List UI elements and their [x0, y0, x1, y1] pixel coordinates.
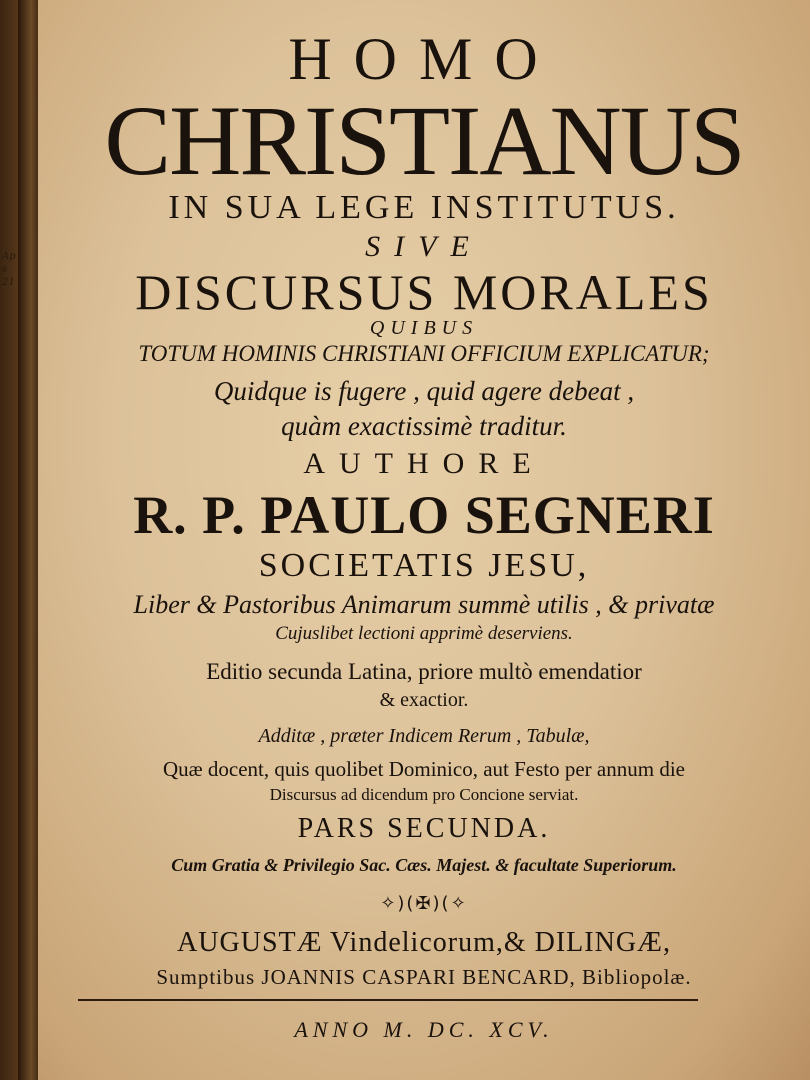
title-in-sua-lege: IN SUA LEGE INSTITUTUS.	[168, 189, 680, 226]
facing-page-edge	[18, 0, 40, 1080]
imprint-year: ANNO M. DC. XCV.	[294, 1017, 554, 1042]
title-quam-exactissime: quàm exactissimè traditur.	[281, 411, 567, 441]
author-society: SOCIETATIS JESU,	[258, 547, 590, 584]
description-cujuslibet: Cujuslibet lectioni apprimè deserviens.	[275, 623, 573, 644]
printer-ornament: ✧)(✠)(✧	[380, 893, 468, 914]
facing-page-margin-note: Ap s 21	[2, 251, 16, 288]
imprint-rule	[78, 999, 698, 1001]
imprint-publisher: Sumptibus JOANNIS CASPARI BENCARD, Bibliopolæ.	[156, 965, 692, 989]
description-additae: Additæ , præter Indicem Rerum , Tabulæ,	[258, 725, 590, 747]
title-sive: SIVE	[365, 230, 483, 263]
title-page	[38, 0, 810, 1080]
description-exactior: & exactior.	[379, 689, 469, 711]
description-liber: Liber & Pastoribus Animarum summè utilis , & privatæ	[133, 590, 715, 619]
title-homo: HOMO	[288, 26, 560, 92]
privilege-line: Cum Gratia & Privilegio Sac. Cæs. Majest. & facultate Superiorum.	[171, 855, 677, 875]
description-discursus: Discursus ad dicendum pro Concione serviat.	[269, 785, 579, 804]
part-label: PARS SECUNDA.	[297, 813, 551, 844]
description-quae-docent: Quæ docent, quis quolibet Dominico, aut Festo per annum die	[162, 757, 685, 781]
title-quibus: QUIBUS	[369, 317, 479, 339]
title-totum-hominis: TOTUM HOMINIS CHRISTIANI OFFICIUM EXPLICATUR;	[138, 341, 710, 366]
title-christianus: CHRISTIANUS	[104, 85, 744, 196]
author-label: AUTHORE	[303, 447, 545, 480]
imprint-place: AUGUSTÆ Vindelicorum,& DILINGÆ,	[177, 927, 671, 958]
title-quidque: Quidque is fugere , quid agere debeat ,	[213, 376, 635, 406]
description-editio: Editio secunda Latina, priore multò emendatior	[206, 659, 642, 684]
author-name: R. P. PAULO SEGNERI	[133, 485, 715, 545]
title-discursus-morales: DISCURSUS MORALES	[135, 264, 713, 320]
